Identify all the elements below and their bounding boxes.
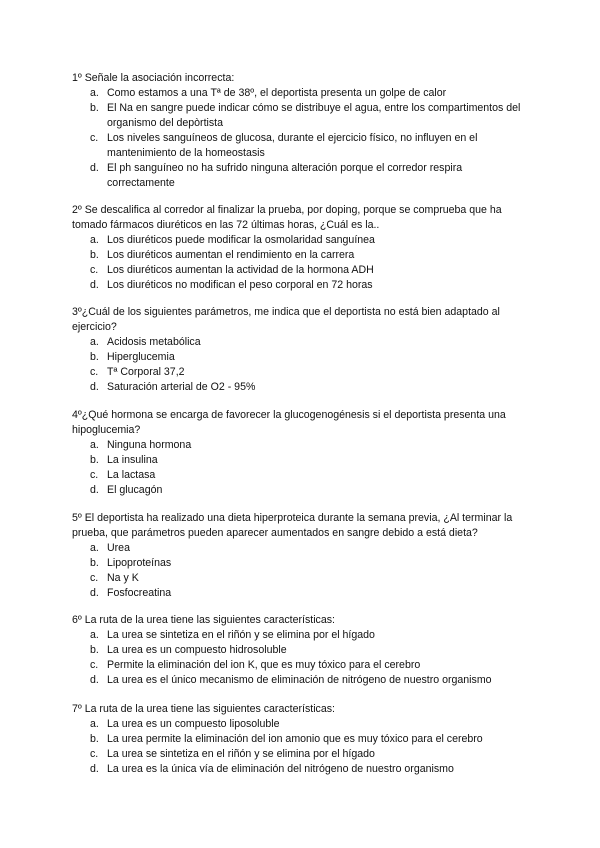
option-text: La urea es la única vía de eliminación del nitrógeno de nuestro organismo [107,763,454,775]
option-a [72,438,522,453]
option-letter: d. [90,381,99,393]
option-c [72,571,522,586]
question-1 [72,71,522,191]
option-b [72,350,522,365]
option-d [72,161,522,191]
option-text: El Na en sangre puede indicar cómo se distribuye el agua, entre los compartimentos del organismo del depòrtista [107,102,521,129]
option-letter: b. [90,733,99,745]
question-5 [72,511,522,601]
option-text: Ninguna hormona [107,439,192,451]
option-d [72,586,522,601]
option-letter: c. [90,572,99,584]
option-a [72,541,522,556]
question-3 [72,305,522,395]
option-letter: d. [90,484,99,496]
option-letter: c. [90,748,99,760]
question-text: 2º Se descalifica al corredor al finalizar la prueba, por doping, porque se comprueba que ha tomado fármacos diuréticos en las 72 últimas horas, ¿Cuál es la.. [72,204,502,231]
option-letter: b. [90,351,99,363]
option-letter: c. [90,132,99,144]
option-text: Como estamos a una Tª de 38º, el deportista presenta un golpe de calor [107,87,447,99]
option-b [72,732,522,747]
option-c [72,365,522,380]
option-letter: a. [90,87,99,99]
option-text: Los diuréticos no modifican el peso corporal en 72 horas [107,279,373,291]
option-text: La urea se sintetiza en el riñón y se elimina por el hígado [107,748,375,760]
option-a [72,233,522,248]
option-text: Los diuréticos aumentan el rendimiento en la carrera [107,249,355,261]
option-letter: a. [90,336,99,348]
option-letter: a. [90,439,99,451]
option-text: Na y K [107,572,139,584]
option-letter: a. [90,629,99,641]
options-list [72,438,522,498]
question-6 [72,613,522,688]
question-text: 6º La ruta de la urea tiene las siguientes características: [72,614,335,626]
option-d [72,278,522,293]
option-letter: a. [90,234,99,246]
option-text: Los diuréticos puede modificar la osmolaridad sanguínea [107,234,375,246]
options-list [72,628,522,688]
option-text: Urea [107,542,130,554]
option-letter: d. [90,587,99,599]
option-letter: c. [90,264,99,276]
option-text: El ph sanguíneo no ha sufrido ninguna alteración porque el corredor respira correctamente [107,162,463,189]
option-c [72,263,522,278]
option-text: Fosfocreatina [107,587,172,599]
option-c [72,131,522,161]
question-7 [72,702,522,777]
option-letter: b. [90,102,99,114]
option-b [72,453,522,468]
option-b [72,248,522,263]
option-letter: d. [90,279,99,291]
option-letter: d. [90,763,99,775]
option-text: Tª Corporal 37,2 [107,366,185,378]
option-c [72,468,522,483]
option-letter: d. [90,674,99,686]
question-text: 5º El deportista ha realizado una dieta hiperproteica durante la semana previa, ¿Al terminar la prueba, que parámetros pueden aparecer aumentados en sangre debido a está dieta? [72,512,513,539]
option-text: Acidosis metabólica [107,336,201,348]
option-b [72,556,522,571]
option-a [72,86,522,101]
option-letter: c. [90,469,99,481]
question-text: 1º Señale la asociación incorrecta: [72,72,235,84]
option-letter: b. [90,249,99,261]
options-list [72,86,522,191]
option-a [72,628,522,643]
option-text: Permite la eliminación del ion K, que es muy tóxico para el cerebro [107,659,421,671]
options-list [72,541,522,601]
option-a [72,717,522,732]
question-text: 7º La ruta de la urea tiene las siguientes características: [72,703,335,715]
option-text: La insulina [107,454,158,466]
question-2 [72,203,522,293]
option-letter: b. [90,644,99,656]
option-d [72,483,522,498]
options-list [72,233,522,293]
option-d [72,380,522,395]
option-b [72,101,522,131]
option-text: Lipoproteínas [107,557,172,569]
option-text: Saturación arterial de O2 - 95% [107,381,256,393]
option-text: La urea se sintetiza en el riñón y se elimina por el hígado [107,629,375,641]
option-text: La urea es un compuesto hidrosoluble [107,644,287,656]
option-text: Hiperglucemia [107,351,175,363]
option-letter: c. [90,366,99,378]
option-text: La urea permite la eliminación del ion amonio que es muy tóxico para el cerebro [107,733,483,745]
option-text: Los diuréticos aumentan la actividad de la hormona ADH [107,264,374,276]
option-letter: c. [90,659,99,671]
option-c [72,747,522,762]
option-a [72,335,522,350]
option-text: El glucagón [107,484,163,496]
options-list [72,717,522,777]
option-text: La lactasa [107,469,156,481]
option-b [72,643,522,658]
option-letter: b. [90,557,99,569]
question-text: 4º¿Qué hormona se encarga de favorecer la glucogenogénesis si el deportista presenta una hipoglucemia? [72,409,506,436]
option-text: La urea es un compuesto liposoluble [107,718,280,730]
option-letter: a. [90,542,99,554]
option-letter: b. [90,454,99,466]
option-d [72,762,522,777]
question-text: 3º¿Cuál de los siguientes parámetros, me indica que el deportista no está bien adaptado al ejercicio? [72,306,500,333]
option-letter: a. [90,718,99,730]
option-text: La urea es el único mecanismo de eliminación de nitrógeno de nuestro organismo [107,674,492,686]
option-letter: d. [90,162,99,174]
question-4 [72,408,522,498]
option-text: Los niveles sanguíneos de glucosa, durante el ejercicio físico, no influyen en el mantenimiento de la homeostasis [107,132,478,159]
option-d [72,673,522,688]
option-c [72,658,522,673]
options-list [72,335,522,395]
